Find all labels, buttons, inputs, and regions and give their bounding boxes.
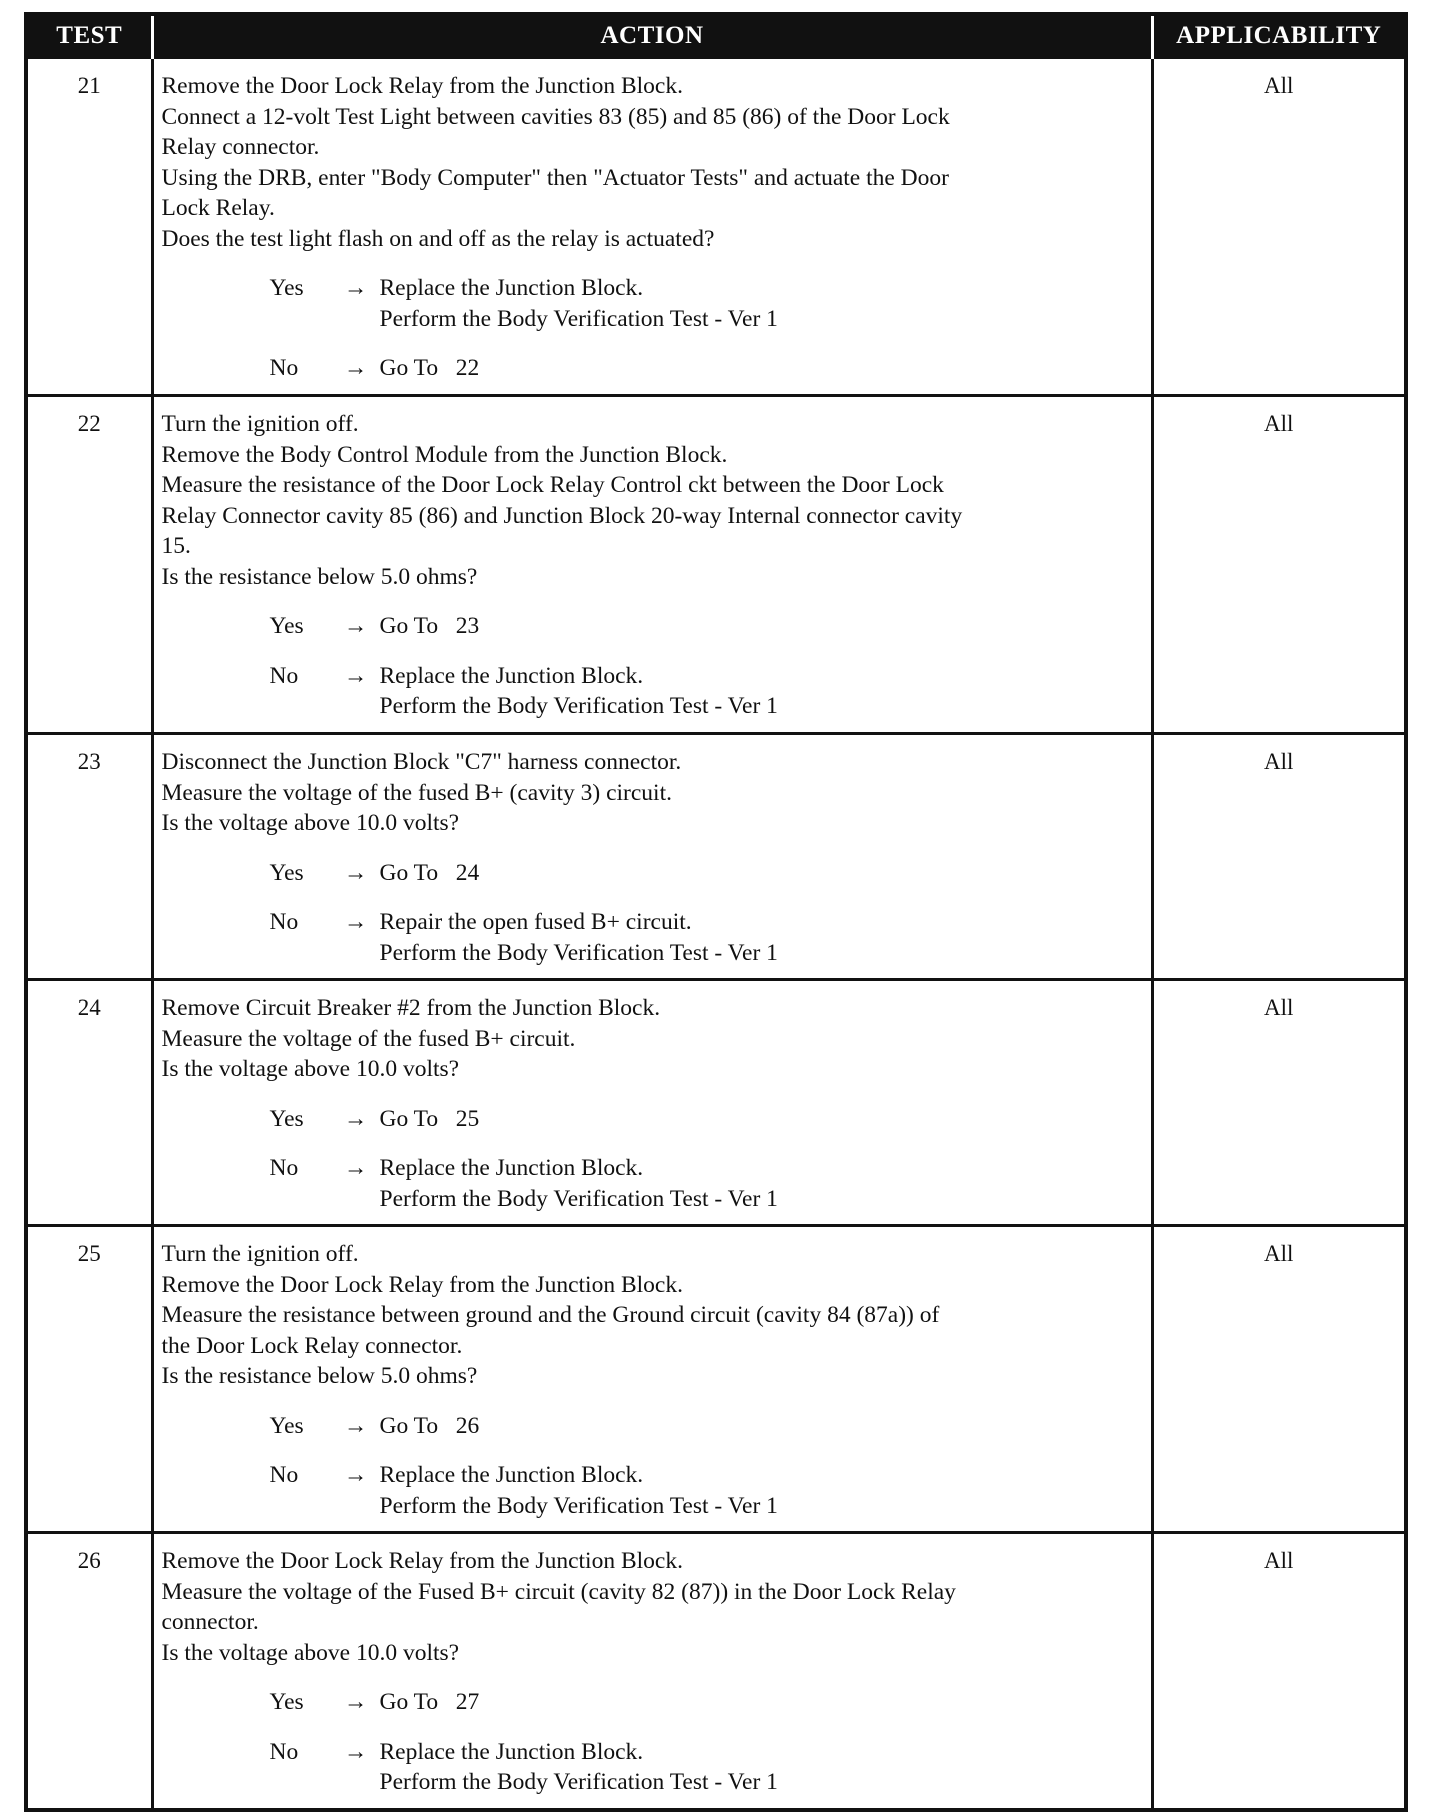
right-arrow-icon: → — [343, 1738, 368, 1765]
action-cell — [152, 734, 1152, 980]
no-result — [162, 1460, 1143, 1521]
outcome-line: Perform the Body Verification Test - Ver 1 — [379, 1185, 778, 1212]
no-outcome — [380, 661, 1143, 722]
yes-result — [162, 858, 1143, 889]
applicability-cell: All — [1152, 1226, 1406, 1533]
applicability-cell: All — [1152, 396, 1406, 734]
action-line: Is the resistance below 5.0 ohms? — [161, 563, 478, 590]
action-line: Measure the voltage of the fused B+ circuit. — [161, 1025, 576, 1052]
no-label: No — [269, 1155, 299, 1181]
outcome-line: Perform the Body Verification Test - Ver 1 — [379, 1492, 778, 1519]
test-row — [26, 58, 1406, 396]
outcome-line: Repair the open fused B+ circuit. — [379, 909, 692, 935]
test-number: 22 — [26, 396, 152, 734]
yes-label: Yes — [269, 859, 304, 886]
action-line: Remove the Body Control Module from the Junction Block. — [161, 441, 728, 468]
outcome-line: Go To 23 — [379, 613, 480, 639]
right-arrow-icon: → — [343, 662, 368, 689]
action-line: Relay connector. — [161, 134, 320, 160]
diagnostic-table — [24, 12, 1408, 1812]
outcome-line: Replace the Junction Block. — [379, 1155, 644, 1181]
no-outcome — [380, 1737, 1143, 1798]
action-cell — [152, 1226, 1152, 1533]
action-cell — [152, 980, 1152, 1226]
test-row — [26, 734, 1406, 980]
no-result — [162, 907, 1143, 968]
no-outcome — [380, 353, 1143, 384]
action-line: Turn the ignition off. — [161, 1241, 359, 1267]
yes-outcome — [380, 273, 1143, 334]
yes-result — [162, 1687, 1143, 1718]
outcome-line: Go To 26 — [379, 1412, 480, 1439]
outcome-line: Replace the Junction Block. — [379, 1462, 644, 1488]
yes-outcome — [380, 1687, 1143, 1718]
outcome-line: Replace the Junction Block. — [379, 1738, 644, 1765]
yes-label: Yes — [269, 1412, 304, 1439]
yes-label: Yes — [269, 1689, 304, 1715]
header-applicability: APPLICABILITY — [1152, 14, 1406, 58]
test-row — [26, 396, 1406, 734]
header-test: TEST — [26, 14, 152, 58]
action-line: Measure the resistance of the Door Lock Relay Control ckt between the Door Lock — [161, 472, 944, 498]
action-line: 15. — [161, 533, 191, 559]
right-arrow-icon: → — [343, 613, 368, 639]
outcome-line: Perform the Body Verification Test - Ver 1 — [379, 939, 778, 966]
action-line: Measure the voltage of the Fused B+ circuit (cavity 82 (87)) in the Door Lock Relay — [161, 1578, 956, 1605]
right-arrow-icon: → — [343, 275, 368, 301]
no-outcome — [380, 1460, 1143, 1521]
no-label: No — [269, 909, 299, 935]
action-cell — [152, 1533, 1152, 1810]
right-arrow-icon: → — [343, 355, 368, 381]
outcome-line: Replace the Junction Block. — [379, 662, 644, 689]
test-number: 21 — [26, 58, 152, 396]
outcome-line: Go To 22 — [379, 355, 480, 381]
yes-outcome — [380, 1104, 1143, 1135]
no-result — [162, 1737, 1143, 1798]
right-arrow-icon: → — [343, 1155, 368, 1181]
action-line: Remove the Door Lock Relay from the Junction Block. — [161, 1271, 683, 1298]
yes-result — [162, 1411, 1143, 1442]
yes-label: Yes — [269, 1105, 304, 1132]
applicability-cell: All — [1152, 1533, 1406, 1810]
action-cell — [152, 58, 1152, 396]
action-line: Measure the voltage of the fused B+ (cavity 3) circuit. — [161, 779, 672, 806]
outcome-line: Perform the Body Verification Test - Ver 1 — [379, 1769, 778, 1795]
right-arrow-icon: → — [343, 1105, 368, 1132]
applicability-cell: All — [1152, 58, 1406, 396]
outcome-line: Replace the Junction Block. — [379, 275, 644, 301]
action-line: Remove Circuit Breaker #2 from the Junction Block. — [161, 995, 661, 1021]
outcome-line: Go To 27 — [379, 1689, 480, 1715]
no-result — [162, 353, 1143, 384]
header-action: ACTION — [152, 14, 1152, 58]
outcome-line: Go To 25 — [379, 1105, 480, 1132]
yes-result — [162, 273, 1143, 334]
test-row — [26, 1226, 1406, 1533]
yes-result — [162, 611, 1143, 642]
action-line: Disconnect the Junction Block "C7" harness connector. — [161, 749, 682, 775]
no-label: No — [269, 1738, 299, 1765]
right-arrow-icon: → — [343, 859, 368, 886]
test-number: 24 — [26, 980, 152, 1226]
test-row — [26, 980, 1406, 1226]
action-line: Is the resistance below 5.0 ohms? — [161, 1363, 478, 1389]
action-line: Relay Connector cavity 85 (86) and Junction Block 20-way Internal connector cavity — [161, 502, 963, 529]
action-line: Does the test light flash on and off as the relay is actuated? — [161, 225, 715, 252]
action-line: Using the DRB, enter "Body Computer" then "Actuator Tests" and actuate the Door — [161, 164, 949, 191]
outcome-line: Perform the Body Verification Test - Ver 1 — [379, 305, 778, 332]
right-arrow-icon: → — [343, 1462, 368, 1488]
no-outcome — [380, 1153, 1143, 1214]
yes-label: Yes — [269, 275, 304, 301]
yes-outcome — [380, 858, 1143, 889]
yes-outcome — [380, 1411, 1143, 1442]
no-label: No — [269, 1462, 299, 1488]
test-row — [26, 1533, 1406, 1810]
yes-outcome — [380, 611, 1143, 642]
no-label: No — [269, 662, 299, 689]
no-result — [162, 1153, 1143, 1214]
outcome-line: Go To 24 — [379, 859, 480, 886]
diagnostic-page — [24, 12, 1404, 1795]
action-line: the Door Lock Relay connector. — [161, 1332, 463, 1359]
test-number: 23 — [26, 734, 152, 980]
right-arrow-icon: → — [343, 1412, 368, 1439]
yes-label: Yes — [269, 613, 304, 639]
action-line: Lock Relay. — [161, 195, 275, 221]
right-arrow-icon: → — [343, 1689, 368, 1715]
outcome-line: Perform the Body Verification Test - Ver 1 — [379, 693, 778, 719]
yes-result — [162, 1104, 1143, 1135]
action-line: Remove the Door Lock Relay from the Junction Block. — [161, 1548, 683, 1574]
no-label: No — [269, 355, 299, 381]
applicability-cell: All — [1152, 980, 1406, 1226]
action-line: Is the voltage above 10.0 volts? — [161, 1056, 460, 1082]
right-arrow-icon: → — [343, 909, 368, 935]
action-line: Turn the ignition off. — [161, 411, 359, 437]
no-outcome — [380, 907, 1143, 968]
action-line: Measure the resistance between ground and the Ground circuit (cavity 84 (87a)) of — [161, 1302, 940, 1328]
action-line: Connect a 12-volt Test Light between cavities 83 (85) and 85 (86) of the Door Lock — [161, 103, 950, 130]
action-cell — [152, 396, 1152, 734]
applicability-cell: All — [1152, 734, 1406, 980]
no-result — [162, 661, 1143, 722]
action-line: Is the voltage above 10.0 volts? — [161, 810, 460, 836]
action-line: Is the voltage above 10.0 volts? — [161, 1639, 460, 1666]
header-row — [26, 14, 1406, 58]
action-line: Remove the Door Lock Relay from the Junction Block. — [161, 73, 683, 99]
action-line: connector. — [161, 1609, 259, 1635]
test-number: 25 — [26, 1226, 152, 1533]
test-number: 26 — [26, 1533, 152, 1810]
